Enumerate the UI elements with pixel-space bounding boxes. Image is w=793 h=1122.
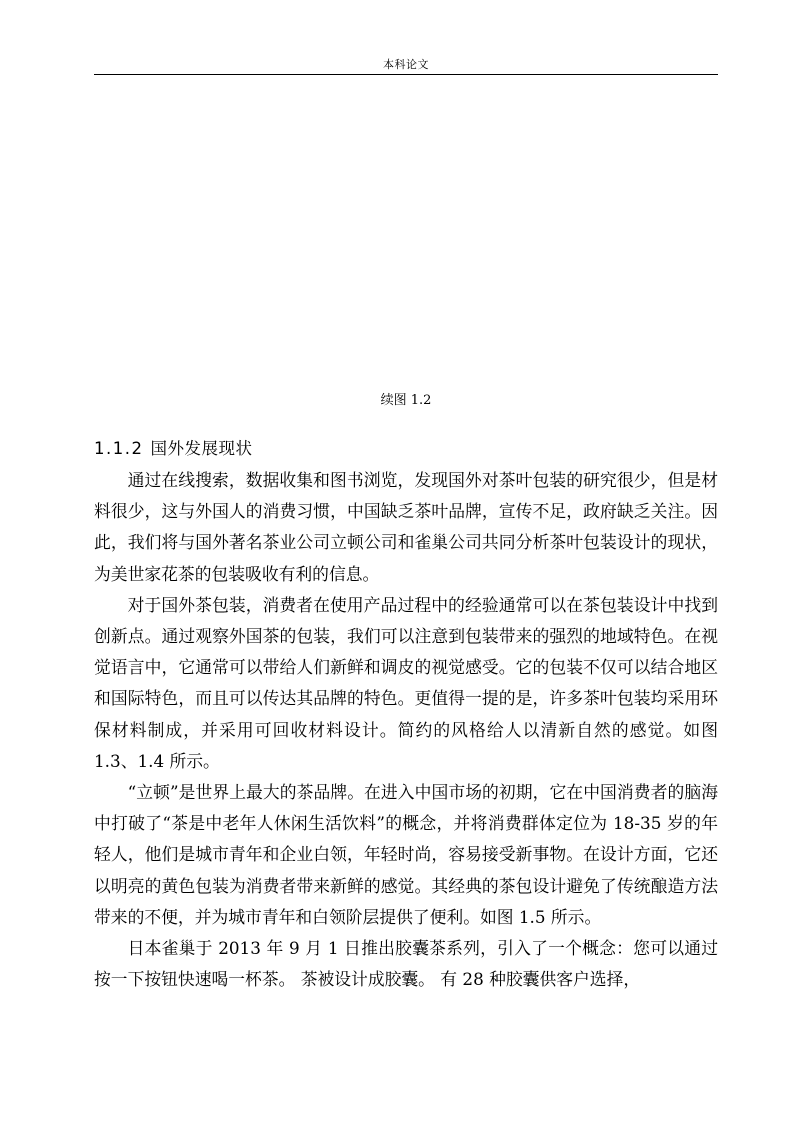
- figure-continuation-area: [94, 80, 718, 380]
- paragraph: 对于国外茶包装，消费者在使用产品过程中的经验通常可以在茶包装设计中找到创新点。通过观察外国茶的包装，我们可以注意到包装带来的强烈的地域特色。在视觉语言中，它通常可以带给人们新鲜和调皮的视觉感受。它的包装不仅可以结合地区和国际特色，而且可以传达其品牌的特色。更值得一提的是，许多茶叶包装均采用环保材料制成，并采用可回收材料设计。简约的风格给人以清新自然的感觉。如图 1.3、1.4 所示。: [94, 594, 718, 771]
- section-heading: [94, 435, 252, 459]
- paragraph: 日本雀巢于 2013 年 9 月 1 日推出胶囊茶系列，引入了一个概念：您可以通过按一下按钮快速喝一杯茶。 茶被设计成胶囊。 有 28 种胶囊供客户选择，: [94, 938, 718, 990]
- section-title: 国外发展现状: [150, 439, 253, 458]
- paragraph: “立顿”是世界上最大的茶品牌。在进入中国市场的初期，它在中国消费者的脑海中打破了“茶是中老年人休闲生活饮料”的概念，并将消费群体定位为 18-35 岁的年轻人，他们是城市青年和企业白领，年轻时尚，容易接受新事物。在设计方面，它还以明亮的黄色包装为消费者带来新鲜的感觉。其经典的茶包设计避免了传统酿造方法带来的不便，并为城市青年和白领阶层提供了便利。如图 1.5 所示。: [94, 782, 718, 927]
- body-text: [94, 465, 718, 995]
- section-number: 1.1.2: [94, 439, 144, 458]
- page-header: [94, 52, 718, 75]
- figure-caption: 续图 1.2: [380, 393, 432, 408]
- paragraph: 通过在线搜索，数据收集和图书浏览，发现国外对茶叶包装的研究很少，但是材料很少，这与外国人的消费习惯，中国缺乏茶叶品牌，宣传不足，政府缺乏关注。因此，我们将与国外著名茶业公司立顿公司和雀巢公司共同分析茶叶包装设计的现状，为美世家花茶的包装吸收有利的信息。: [94, 470, 718, 584]
- header-title: 本科论文: [383, 58, 429, 71]
